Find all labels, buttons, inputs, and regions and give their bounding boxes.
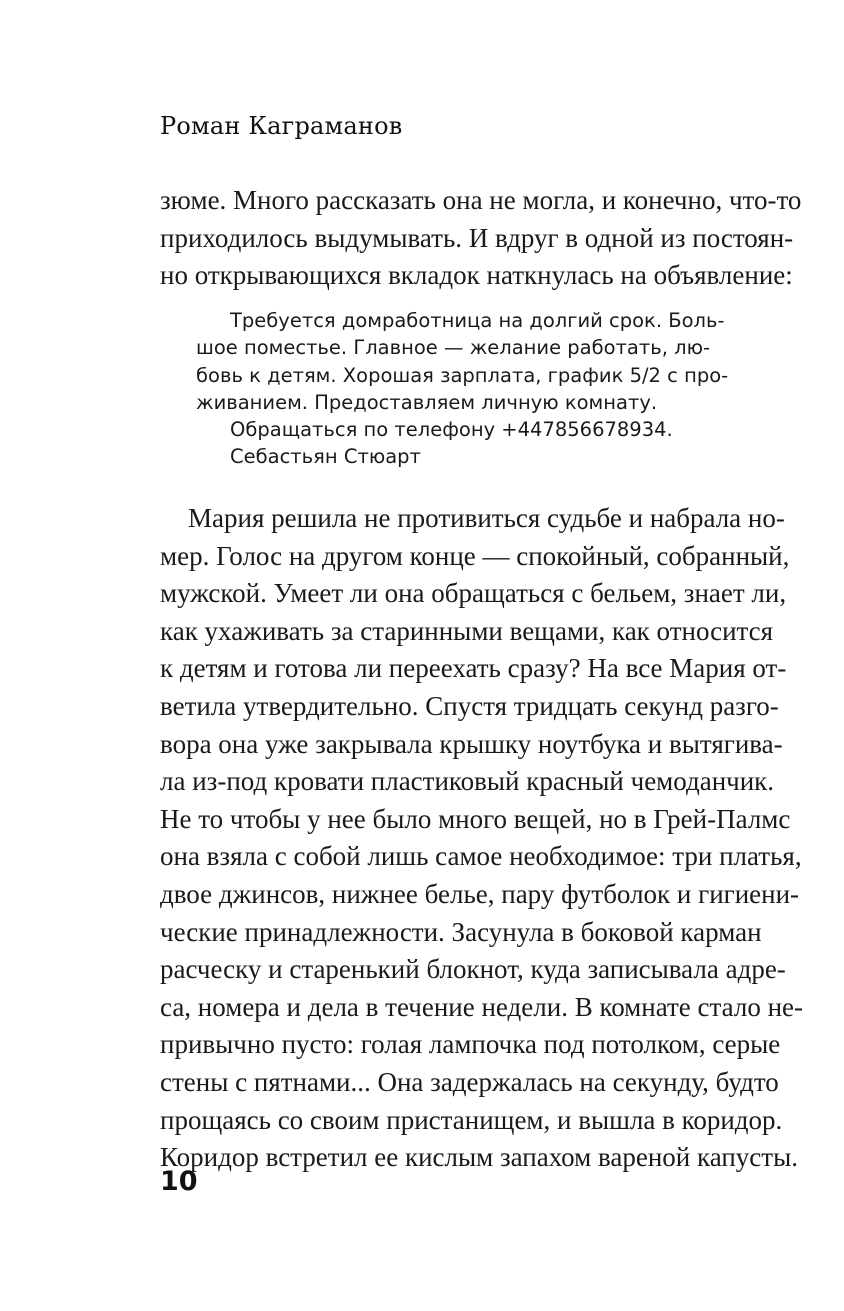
text-line: как ухаживать за старинными вещами, как относится bbox=[160, 615, 774, 646]
text-line: привычно пусто: голая лампочка под потолком, серые bbox=[160, 1029, 781, 1060]
text-line: вора она уже закрывала крышку ноутбука и вытягива- bbox=[160, 728, 783, 759]
page-number: 10 bbox=[160, 1166, 198, 1197]
ad-line: шое поместье. Главное — желание работать, лю- bbox=[196, 336, 711, 360]
ad-contact-line: Обращаться по телефону +447856678934. bbox=[230, 418, 673, 442]
paragraph-main bbox=[160, 500, 804, 1177]
text-line: мужской. Умеет ли она обращаться с бельем, знает ли, bbox=[160, 578, 787, 609]
text-line: стены с пятнами... Она задержалась на секунду, будто bbox=[160, 1066, 779, 1097]
text-line: Коридор встретил ее кислым запахом вареной капусты. bbox=[160, 1142, 798, 1173]
text-line: к детям и готова ли переехать сразу? На все Мария от- bbox=[160, 653, 787, 684]
ad-signature: Себастьян Стюарт bbox=[230, 445, 421, 469]
text-line: двое джинсов, нижнее белье, пару футболок и гигиени- bbox=[160, 878, 800, 909]
text-line: Мария решила не противиться судьбе и набрала но- bbox=[188, 503, 785, 533]
text-line: са, номера и дела в течение недели. В комнате стало не- bbox=[160, 991, 804, 1022]
text-line: ветила утвердительно. Спустя тридцать секунд разго- bbox=[160, 690, 779, 721]
paragraph-intro bbox=[160, 182, 802, 295]
text-line: расческу и старенький блокнот, куда записывала адре- bbox=[160, 954, 786, 985]
text-line: ческие принадлежности. Засунула в боковой карман bbox=[160, 916, 762, 947]
text-line: она взяла с собой лишь самое необходимое: три платья, bbox=[160, 841, 802, 872]
text-line: ла из-под кровати пластиковый красный чемоданчик. bbox=[160, 766, 775, 797]
text-line: мер. Голос на другом конце — спокойный, собранный, bbox=[160, 540, 790, 571]
ad-line: бовь к детям. Хорошая зарплата, график 5/2 с про- bbox=[196, 363, 729, 387]
ad-line: Требуется домработница на долгий срок. Боль- bbox=[230, 309, 725, 332]
running-head-author: Роман Каграманов bbox=[160, 112, 403, 140]
text-line: зюме. Много рассказать она не могла, и конечно, что-то bbox=[160, 185, 802, 215]
text-line: прощаясь со своим пристанищем, и вышла в коридор. bbox=[160, 1104, 783, 1135]
ad-line: живанием. Предоставляем личную комнату. bbox=[196, 390, 658, 414]
advertisement-block bbox=[196, 307, 729, 471]
text-line: Не то чтобы у нее было много вещей, но в Грей-Палмс bbox=[160, 803, 791, 834]
text-line: но открывающихся вкладок наткнулась на объявление: bbox=[160, 260, 793, 291]
text-line: приходилось выдумывать. И вдруг в одной из постоян- bbox=[160, 222, 794, 253]
